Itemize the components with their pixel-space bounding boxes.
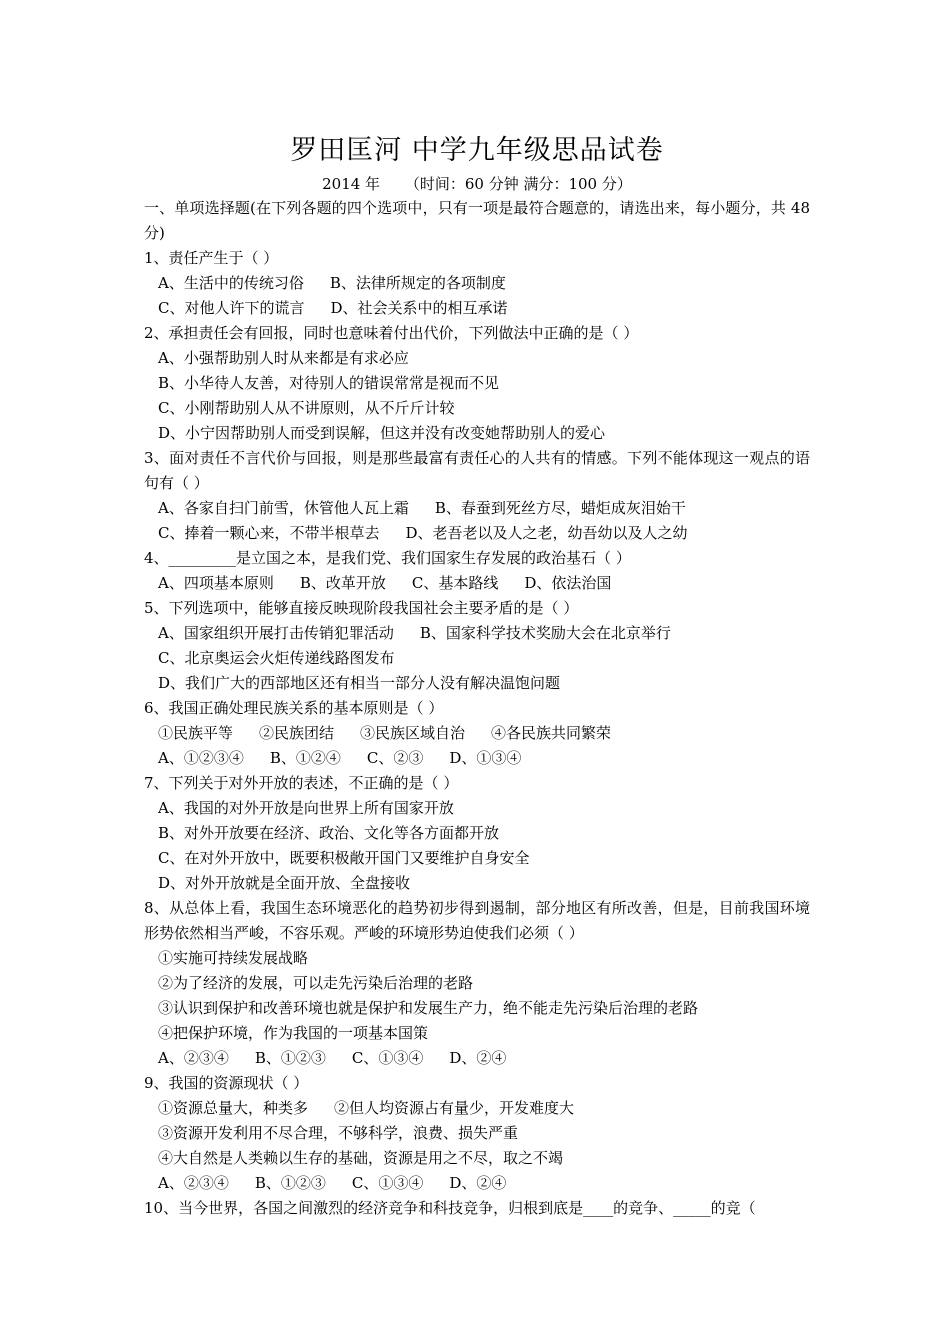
option-row <box>144 421 810 446</box>
option-text: A、小强帮助别人时从来都是有求必应 <box>158 349 409 367</box>
option-text: D、老吾老以及人之老，幼吾幼以及人之幼 <box>405 524 688 542</box>
option-row <box>144 1171 810 1196</box>
option-text: ①民族平等 <box>158 724 234 742</box>
option-text: ③认识到保护和改善环境也就是保护和发展生产力，绝不能走先污染后治理的老路 <box>158 999 699 1017</box>
option-text: C、在对外开放中，既要积极敞开国门又要维护自身安全 <box>158 849 530 867</box>
option-text: D、小宁因帮助别人而受到误解，但这并没有改变她帮助别人的爱心 <box>158 424 606 442</box>
question-4 <box>144 546 810 596</box>
option-row <box>144 621 810 646</box>
option-row <box>144 746 810 771</box>
option-text: ②民族团结 <box>259 724 335 742</box>
question-stem: 7、下列关于对外开放的表述，不正确的是（ ） <box>144 774 459 792</box>
option-text: D、社会关系中的相互承诺 <box>330 299 508 317</box>
option-text: B、①②③ <box>254 1174 326 1192</box>
question-stem: 10、当今世界，各国之间激烈的经济竞争和科技竞争，归根到底是____的竞争、_____的竞（ <box>144 1199 756 1217</box>
option-row <box>144 646 810 671</box>
option-text: A、生活中的传统习俗 <box>158 274 304 292</box>
option-row <box>144 846 810 871</box>
option-text: A、我国的对外开放是向世界上所有国家开放 <box>158 799 454 817</box>
option-text: B、法律所规定的各项制度 <box>329 274 506 292</box>
question-6 <box>144 696 810 771</box>
option-row <box>144 346 810 371</box>
option-row <box>144 871 810 896</box>
question-list <box>144 246 810 1221</box>
option-row <box>144 496 810 521</box>
option-text: B、改革开放 <box>299 574 386 592</box>
question-3 <box>144 446 810 546</box>
option-text: C、北京奥运会火炬传递线路图发布 <box>158 649 395 667</box>
option-text: ①资源总量大，种类多 <box>158 1099 309 1117</box>
exam-year: 2014 年 <box>322 175 381 193</box>
option-text: C、小刚帮助别人从不讲原则，从不斤斤计较 <box>158 399 455 417</box>
option-text: B、国家科学技术奖励大会在北京举行 <box>419 624 671 642</box>
option-row <box>144 1021 810 1046</box>
option-row <box>144 1046 810 1071</box>
option-row <box>144 796 810 821</box>
exam-subtitle <box>144 174 810 194</box>
option-text: B、①②④ <box>269 749 341 767</box>
question-5 <box>144 596 810 696</box>
option-text: C、对他人许下的谎言 <box>158 299 305 317</box>
option-text: D、①③④ <box>449 749 522 767</box>
option-text: A、②③④ <box>158 1174 229 1192</box>
question-9 <box>144 1071 810 1196</box>
option-text: A、四项基本原则 <box>158 574 274 592</box>
question-2 <box>144 321 810 446</box>
option-text: B、春蚕到死丝方尽，蜡炬成灰泪始干 <box>434 499 686 517</box>
question-1 <box>144 246 810 321</box>
question-stem: 2、承担责任会有回报，同时也意味着付出代价，下列做法中正确的是（ ） <box>144 324 639 342</box>
option-text: ②为了经济的发展，可以走先污染后治理的老路 <box>158 974 474 992</box>
option-text: ③资源开发利用不尽合理，不够科学，浪费、损失严重 <box>158 1124 519 1142</box>
exam-info: （时间：60 分钟 满分：100 分） <box>404 175 632 193</box>
option-text: D、②④ <box>449 1174 507 1192</box>
option-text: ②但人均资源占有量少，开发难度大 <box>334 1099 575 1117</box>
option-text: C、①③④ <box>351 1049 424 1067</box>
option-text: A、各家自扫门前雪，休管他人瓦上霜 <box>158 499 409 517</box>
question-stem: 5、下列选项中，能够直接反映现阶段我国社会主要矛盾的是（ ） <box>144 599 579 617</box>
question-stem: 4、_________是立国之本，是我们党、我们国家生存发展的政治基石（ ） <box>144 549 631 567</box>
question-stem: 8、从总体上看，我国生态环境恶化的趋势初步得到遏制，部分地区有所改善，但是，目前我国环境形势依然相当严峻，不容乐观。严峻的环境形势迫使我们必须（ ） <box>144 899 810 942</box>
question-stem: 9、我国的资源现状（ ） <box>144 1074 309 1092</box>
option-row <box>144 1096 810 1121</box>
option-text: D、②④ <box>449 1049 507 1067</box>
option-row <box>144 271 810 296</box>
question-stem: 6、我国正确处理民族关系的基本原则是（ ） <box>144 699 444 717</box>
option-row <box>144 821 810 846</box>
question-7 <box>144 771 810 896</box>
option-text: ④各民族共同繁荣 <box>491 724 612 742</box>
option-row <box>144 671 810 696</box>
option-text: D、依法治国 <box>524 574 612 592</box>
option-text: C、①③④ <box>351 1174 424 1192</box>
question-10 <box>144 1196 810 1221</box>
option-row <box>144 721 810 746</box>
option-text: D、我们广大的西部地区还有相当一部分人没有解决温饱问题 <box>158 674 561 692</box>
option-text: A、①②③④ <box>158 749 244 767</box>
option-text: B、对外开放要在经济、政治、文化等各方面都开放 <box>158 824 500 842</box>
option-text: B、小华待人友善，对待别人的错误常常是视而不见 <box>158 374 500 392</box>
option-row <box>144 396 810 421</box>
option-text: D、对外开放就是全面开放、全盘接收 <box>158 874 411 892</box>
section-header: 一、单项选择题(在下列各题的四个选项中，只有一项是最符合题意的，请选出来，每小题分，共 48 分) <box>144 199 810 242</box>
option-row <box>144 1146 810 1171</box>
option-text: A、②③④ <box>158 1049 229 1067</box>
question-stem: 1、责任产生于（ ） <box>144 249 279 267</box>
option-text: ①实施可持续发展战略 <box>158 949 309 967</box>
option-row <box>144 1121 810 1146</box>
option-row <box>144 946 810 971</box>
page-title: 罗田匡河 中学九年级思品试卷 <box>290 135 664 166</box>
option-row <box>144 571 810 596</box>
option-text: C、捧着一颗心来，不带半根草去 <box>158 524 380 542</box>
option-row <box>144 296 810 321</box>
option-text: C、基本路线 <box>411 574 499 592</box>
option-row <box>144 996 810 1021</box>
option-row <box>144 371 810 396</box>
option-row <box>144 971 810 996</box>
question-stem: 3、面对责任不言代价与回报，则是那些最富有责任心的人共有的情感。下列不能体现这一观点的语句有（ ） <box>144 449 810 492</box>
option-text: A、国家组织开展打击传销犯罪活动 <box>158 624 394 642</box>
option-row <box>144 521 810 546</box>
question-8 <box>144 896 810 1071</box>
option-text: B、①②③ <box>254 1049 326 1067</box>
option-text: ④大自然是人类赖以生存的基础，资源是用之不尽，取之不竭 <box>158 1149 564 1167</box>
option-text: ④把保护环境，作为我国的一项基本国策 <box>158 1024 429 1042</box>
option-text: ③民族区域自治 <box>360 724 466 742</box>
option-text: C、②③ <box>366 749 424 767</box>
